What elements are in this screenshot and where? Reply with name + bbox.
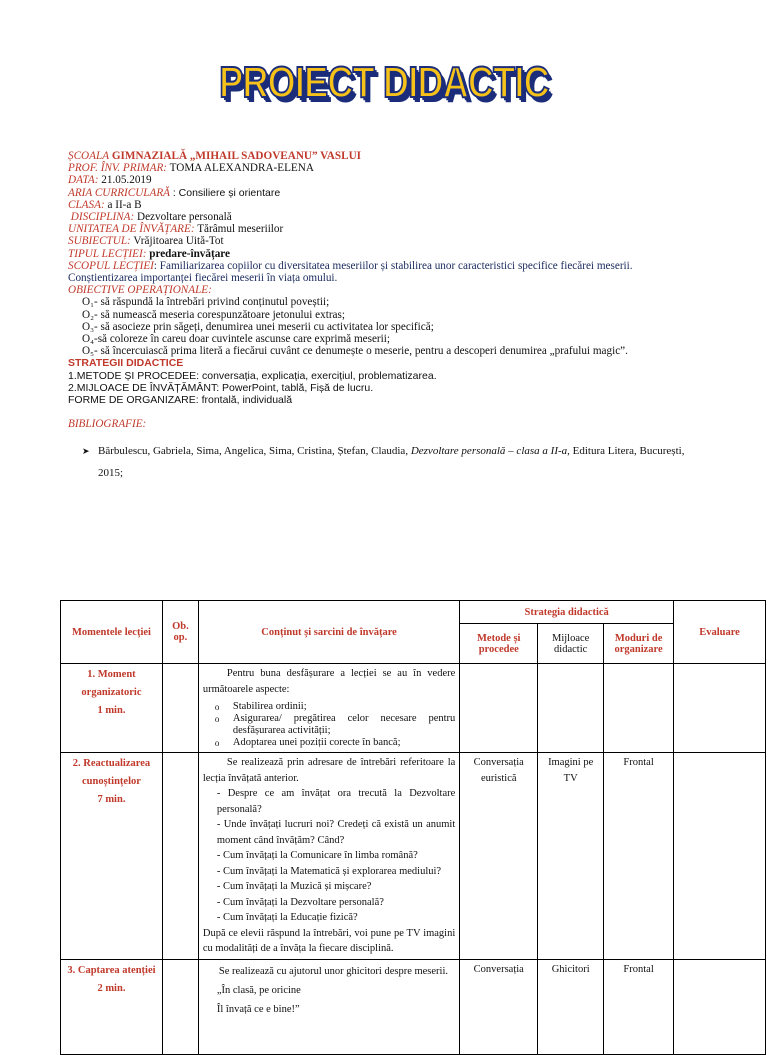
mode-cell: Frontal xyxy=(604,959,674,1054)
list-item: o Stabilirea ordinii; xyxy=(233,701,455,713)
objective-item: O₂- să numească meseria corespunzătoare jetonului extras; xyxy=(82,308,345,321)
subject-label: SUBIECTUL: xyxy=(68,235,131,248)
ob-cell xyxy=(162,753,198,960)
teacher-label: PROF. ÎNV. PRIMAR: xyxy=(68,162,168,175)
content-line: Îl învață ce e bine!” xyxy=(216,1003,300,1015)
content-line: - Unde învățați lucruri noi? Credeți că există un anumit moment când învățăm? Când? xyxy=(216,819,456,846)
teacher-line xyxy=(68,162,708,174)
content-line: - Cum învățați la Educație fizică? xyxy=(216,912,358,923)
ob-cell xyxy=(162,959,198,1054)
methods-line: 1.METODE ȘI PROCEDEE: conversația, explicația, exercițiul, problematizarea. xyxy=(68,369,437,382)
class-value: a II-a B xyxy=(107,198,142,211)
list-item: o Adoptarea unei poziții corecte în bancă; xyxy=(233,737,455,749)
header-evaluation: Evaluare xyxy=(674,601,766,664)
subject-line xyxy=(68,235,708,247)
table-header-row xyxy=(61,601,766,624)
scope-value: : Familiarizarea copiilor cu diversitatea meseriilor și stabilirea unor caracteristici specifice fiecărei meserii. xyxy=(153,259,633,272)
area-label: ARIA CURRICULARĂ xyxy=(68,186,171,199)
moment-cell xyxy=(61,753,163,960)
means-line: 2.MIJLOACE DE ÎNVĂȚĂMÂNT: PowerPoint, tablă, Fișă de lucru. xyxy=(68,381,374,394)
type-value: predare-învățare xyxy=(149,247,231,260)
objectives-title-line xyxy=(68,284,708,296)
forms-line: FORME DE ORGANIZARE: frontală, individuală xyxy=(68,394,293,407)
strategies-label: STRATEGII DIDACTICE xyxy=(68,357,184,370)
content-line: - Cum învățați la Muzică și mișcare? xyxy=(216,881,372,892)
scope-line xyxy=(68,260,708,272)
arrow-bullet-icon: ➤ xyxy=(82,446,90,456)
content-intro: Se realizează prin adresare de întrebări referitoare la lecția învățată anterior. xyxy=(202,757,456,784)
bullet-list xyxy=(203,701,455,749)
content-line: - Cum învățați la Comunicare în limba română? xyxy=(216,850,418,861)
content-line: - Cum învățați la Dezvoltare personală? xyxy=(216,896,384,908)
header-strategy: Strategia didactică xyxy=(460,601,674,624)
bib-year: 2015; xyxy=(98,467,124,479)
bibliography-item xyxy=(82,440,702,484)
method-cell: Conversația xyxy=(460,959,538,1054)
content-line: - Cum învățați la Matematică și explorarea mediului? xyxy=(216,865,442,877)
header-ob: Ob. op. xyxy=(162,601,198,664)
bib-rest: , Editura Litera, București, xyxy=(567,445,685,457)
bibliography-text xyxy=(82,440,702,484)
objective-item: O₄-să coloreze în careu doar cuvintele ascunse care exprimă meserii; xyxy=(82,333,390,346)
unit-label: UNITATEA DE ÎNVĂȚARE: xyxy=(68,223,195,236)
moment-time: 1 min. xyxy=(97,705,126,716)
content-intro: Se realizează cu ajutorul unor ghicitori despre meserii. xyxy=(218,965,449,977)
class-label: CLASA: xyxy=(68,198,105,211)
area-value: : Consiliere și orientare xyxy=(172,186,281,199)
ob-cell xyxy=(162,664,198,753)
table-row xyxy=(61,959,766,1054)
school-line xyxy=(68,150,708,162)
content-line: „În clasă, pe oricine xyxy=(216,984,301,996)
content-cell xyxy=(198,959,459,1054)
document-title: PROIECT DIDACTIC xyxy=(219,58,549,107)
content-intro: Pentru buna desfășurare a lecției se au în vedere următoarele aspecte: xyxy=(202,668,456,695)
objective-item: O₅- să încercuiască prima literă a fiecărui cuvânt ce denumește o meserie, pentru a descoperi denumirea „prafului magic”. xyxy=(82,345,628,358)
means-cell xyxy=(538,664,604,753)
means-cell: Imagini pe TV xyxy=(538,753,604,960)
means-cell: Ghicitori xyxy=(538,959,604,1054)
header-content: Conținut și sarcini de învățare xyxy=(198,601,459,664)
method-cell xyxy=(460,664,538,753)
type-label: TIPUL LECȚIEI: xyxy=(68,247,147,260)
mode-cell: Frontal xyxy=(604,753,674,960)
bibliography-title-line xyxy=(68,418,708,430)
header-moments: Momentele lecției xyxy=(61,601,163,664)
unit-value: Tărâmul meseriilor xyxy=(197,223,284,236)
moment-title: 3. Captarea atenției xyxy=(67,964,156,976)
teacher-value: TOMA ALEXANDRA-ELENA xyxy=(169,162,314,175)
moment-time: 7 min. xyxy=(97,794,126,805)
evaluation-cell xyxy=(674,664,766,753)
header-modes: Moduri de organizare xyxy=(604,624,674,664)
list-item: o Asigurarea/ pregătirea celor necesare pentru desfășurarea activității; xyxy=(233,713,455,737)
discipline-line xyxy=(68,211,708,223)
content-outro: După ce elevii răspund la întrebări, voi pune pe TV imagini cu modalități de a învăța la fiecare disciplină. xyxy=(202,927,456,954)
date-label: DATA: xyxy=(68,174,99,187)
scope-label: SCOPUL LECȚIEI xyxy=(68,259,154,272)
unit-line xyxy=(68,223,708,235)
subject-value: Vrăjitoarea Uită-Tot xyxy=(133,235,224,248)
moment-title: 1. Moment organizatoric xyxy=(81,669,142,698)
objective-item: O₃- să asocieze prin săgeți, denumirea unei meserii cu activitatea lor specifică; xyxy=(82,320,434,333)
title-banner xyxy=(0,58,768,108)
table-row xyxy=(61,753,766,960)
date-value: 21.05.2019 xyxy=(101,174,152,187)
type-line xyxy=(68,248,708,260)
evaluation-cell xyxy=(674,753,766,960)
mode-cell xyxy=(604,664,674,753)
moment-cell xyxy=(61,664,163,753)
school-label: ȘCOALA xyxy=(68,150,110,162)
date-line xyxy=(68,174,708,186)
scope-line-2: Conștientizarea importanței fiecărei meserii în viața omului. xyxy=(68,272,338,285)
discipline-value: Dezvoltare personală xyxy=(136,211,232,224)
bib-title: Dezvoltare personală – clasa a II-a xyxy=(410,445,568,457)
content-cell xyxy=(198,753,459,960)
moment-time: 2 min. xyxy=(97,982,126,994)
objectives-label: OBIECTIVE OPERAȚIONALE: xyxy=(68,284,212,297)
school-name: GIMNAZIALĂ „MIHAIL SADOVEANU” VASLUI xyxy=(111,150,361,162)
bib-authors: Bărbulescu, Gabriela, Sima, Angelica, Sima, Cristina, Ștefan, Claudia, xyxy=(98,445,409,457)
lesson-table xyxy=(60,600,766,1055)
moment-cell xyxy=(61,959,163,1054)
header-methods: Metode și procedee xyxy=(460,624,538,664)
objective-item: O₁- să răspundă la întrebări privind conținutul poveștii; xyxy=(82,296,330,309)
method-cell: Conversația euristică xyxy=(460,753,538,960)
class-line xyxy=(68,199,708,211)
content-line: - Despre ce am învățat ora trecută la Dezvoltare personală? xyxy=(216,788,456,815)
discipline-label: DISCIPLINA: xyxy=(70,211,135,224)
strategies-title-line xyxy=(68,357,708,369)
header-section xyxy=(68,150,708,430)
content-cell xyxy=(198,664,459,753)
area-line xyxy=(68,187,708,199)
moment-title: 2. Reactualizarea cunoștințelor xyxy=(72,758,151,787)
evaluation-cell xyxy=(674,959,766,1054)
header-means: Mijloace didactic xyxy=(538,624,604,664)
bibliography-label: BIBLIOGRAFIE: xyxy=(68,418,147,431)
table-row xyxy=(61,664,766,753)
